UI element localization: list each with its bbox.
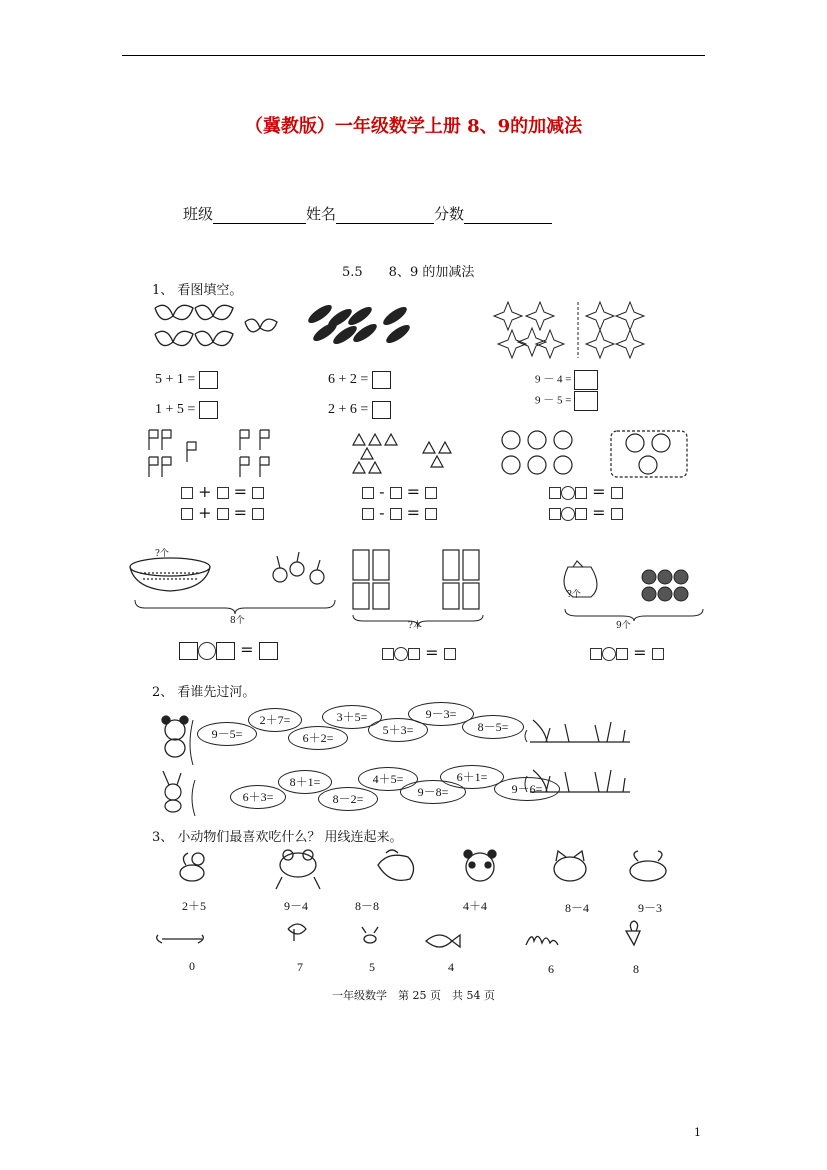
- frog-icon: [276, 850, 320, 889]
- class-field[interactable]: [213, 208, 306, 224]
- river-stone[interactable]: 6＋2=: [288, 726, 348, 750]
- section1-pictures: [150, 300, 710, 380]
- page-number: 1: [694, 1126, 701, 1139]
- class-label: 班级: [183, 205, 214, 223]
- panda-icon: [162, 716, 188, 757]
- panda-face-icon: [464, 850, 496, 881]
- score-field[interactable]: [464, 208, 552, 224]
- book-footer: 一年级数学 第 25 页 共 54 页: [332, 989, 495, 1002]
- river-stone[interactable]: 6＋1=: [440, 765, 504, 789]
- expression-2: 9－4: [284, 899, 309, 913]
- section3-heading: 3、 小动物们最喜欢吃什么？ 用线连起来。: [152, 830, 403, 845]
- apple-icon: [502, 431, 687, 477]
- eq-row-apples-2: =: [549, 503, 623, 522]
- eq-row-triangles-1: - =: [362, 482, 437, 501]
- lesson-title: 5.5 8、9 的加减法: [342, 265, 475, 280]
- river-stone[interactable]: 5＋3=: [368, 718, 428, 742]
- river-stone[interactable]: 2＋7=: [248, 708, 302, 732]
- answer-4: 4: [448, 960, 454, 974]
- eq-row-balls: =: [590, 643, 664, 662]
- river-stone[interactable]: 9－8=: [400, 780, 466, 804]
- animals-and-foods: [170, 845, 700, 955]
- score-label: 分数: [434, 205, 465, 223]
- river-stone[interactable]: 9－3=: [408, 702, 474, 726]
- river-stone[interactable]: 3＋5=: [322, 705, 382, 729]
- answer-box[interactable]: [574, 370, 598, 390]
- answer-box[interactable]: [372, 401, 391, 419]
- name-field[interactable]: [336, 208, 434, 224]
- book-total: ?本: [408, 621, 422, 631]
- flags-triangles-apples: [135, 425, 695, 480]
- river-stone[interactable]: 6＋3=: [230, 785, 286, 809]
- answer-box[interactable]: [199, 401, 218, 419]
- answer-0: 0: [189, 959, 195, 973]
- triangle-icon: [353, 434, 451, 473]
- answer-box[interactable]: [199, 371, 218, 389]
- dog-icon: [378, 850, 414, 880]
- basket-count: ?个: [155, 549, 169, 559]
- eq-row-books: =: [382, 643, 456, 662]
- eq-6-plus-2: 6 + 2 =: [328, 371, 391, 389]
- student-info-line: [183, 203, 552, 224]
- star-group-icon: [494, 302, 644, 358]
- section1-heading: 1、 看图填空。: [152, 283, 243, 298]
- eq-9-minus-4: 9 － 4 =: [535, 370, 598, 390]
- answer-box[interactable]: [574, 391, 598, 411]
- bag-label: ?个: [567, 590, 581, 600]
- cat-icon: [554, 851, 586, 881]
- header-rule: [122, 55, 705, 56]
- answer-box[interactable]: [372, 371, 391, 389]
- river-stone[interactable]: 8－2=: [318, 787, 378, 811]
- eq-2-plus-6: 2 + 6 =: [328, 401, 391, 419]
- river-stone[interactable]: 8－5=: [462, 715, 524, 739]
- book-icon: [353, 550, 479, 609]
- eq-1-plus-5: 1 + 5 =: [155, 401, 218, 419]
- fish-skeleton-icon: [288, 924, 306, 941]
- expression-4: 4＋4: [463, 899, 488, 913]
- basket-icon: [130, 558, 210, 591]
- river-stone[interactable]: 9－5=: [197, 722, 257, 746]
- section2-heading: 2、 看谁先过河。: [152, 685, 256, 700]
- pepper-group-icon: [306, 302, 413, 347]
- river-stone[interactable]: 8＋1=: [278, 770, 332, 794]
- answer-8: 8: [633, 962, 639, 976]
- ball-icon: [642, 570, 688, 601]
- grass-food-icon: [526, 936, 558, 945]
- name-label: 姓名: [306, 205, 337, 223]
- eq-5-plus-1: 5 + 1 =: [155, 371, 218, 389]
- radish-icon: [273, 552, 324, 584]
- eq-row-triangles-2: - =: [362, 503, 437, 522]
- eq-row-flags-2: + =: [181, 503, 264, 522]
- eq-9-minus-5: 9 － 5 =: [535, 391, 598, 411]
- goat-icon: [630, 851, 666, 881]
- eq-row-basket: =: [179, 640, 278, 660]
- flag-icon: [149, 430, 269, 477]
- river-stone[interactable]: 9－6=: [494, 777, 560, 801]
- fish-icon: [426, 935, 460, 947]
- carrot-icon: [626, 921, 640, 945]
- eq-row-flags-1: + =: [181, 482, 264, 501]
- expression-6: 9－3: [638, 901, 663, 915]
- bone-icon: [157, 935, 204, 943]
- butterfly-group-icon: [155, 305, 277, 345]
- rabbit-icon: [163, 771, 181, 812]
- answer-6: 6: [548, 962, 554, 976]
- page-title: （冀教版）一年级数学上册 8、9的加减法: [244, 116, 583, 137]
- answer-5: 5: [369, 960, 375, 974]
- basket-total: 8个: [230, 616, 245, 626]
- bag-total: 9个: [616, 621, 631, 631]
- eq-row-apples-1: =: [549, 482, 623, 501]
- river-stone[interactable]: 4＋5=: [358, 767, 418, 791]
- bee-icon: [180, 853, 204, 881]
- expression-1: 2＋5: [182, 899, 207, 913]
- expression-3: 8－8: [355, 899, 380, 913]
- insect-icon: [362, 927, 378, 943]
- expression-5: 8－4: [565, 901, 590, 915]
- basket-books-bag: [125, 545, 685, 630]
- answer-7: 7: [297, 960, 303, 974]
